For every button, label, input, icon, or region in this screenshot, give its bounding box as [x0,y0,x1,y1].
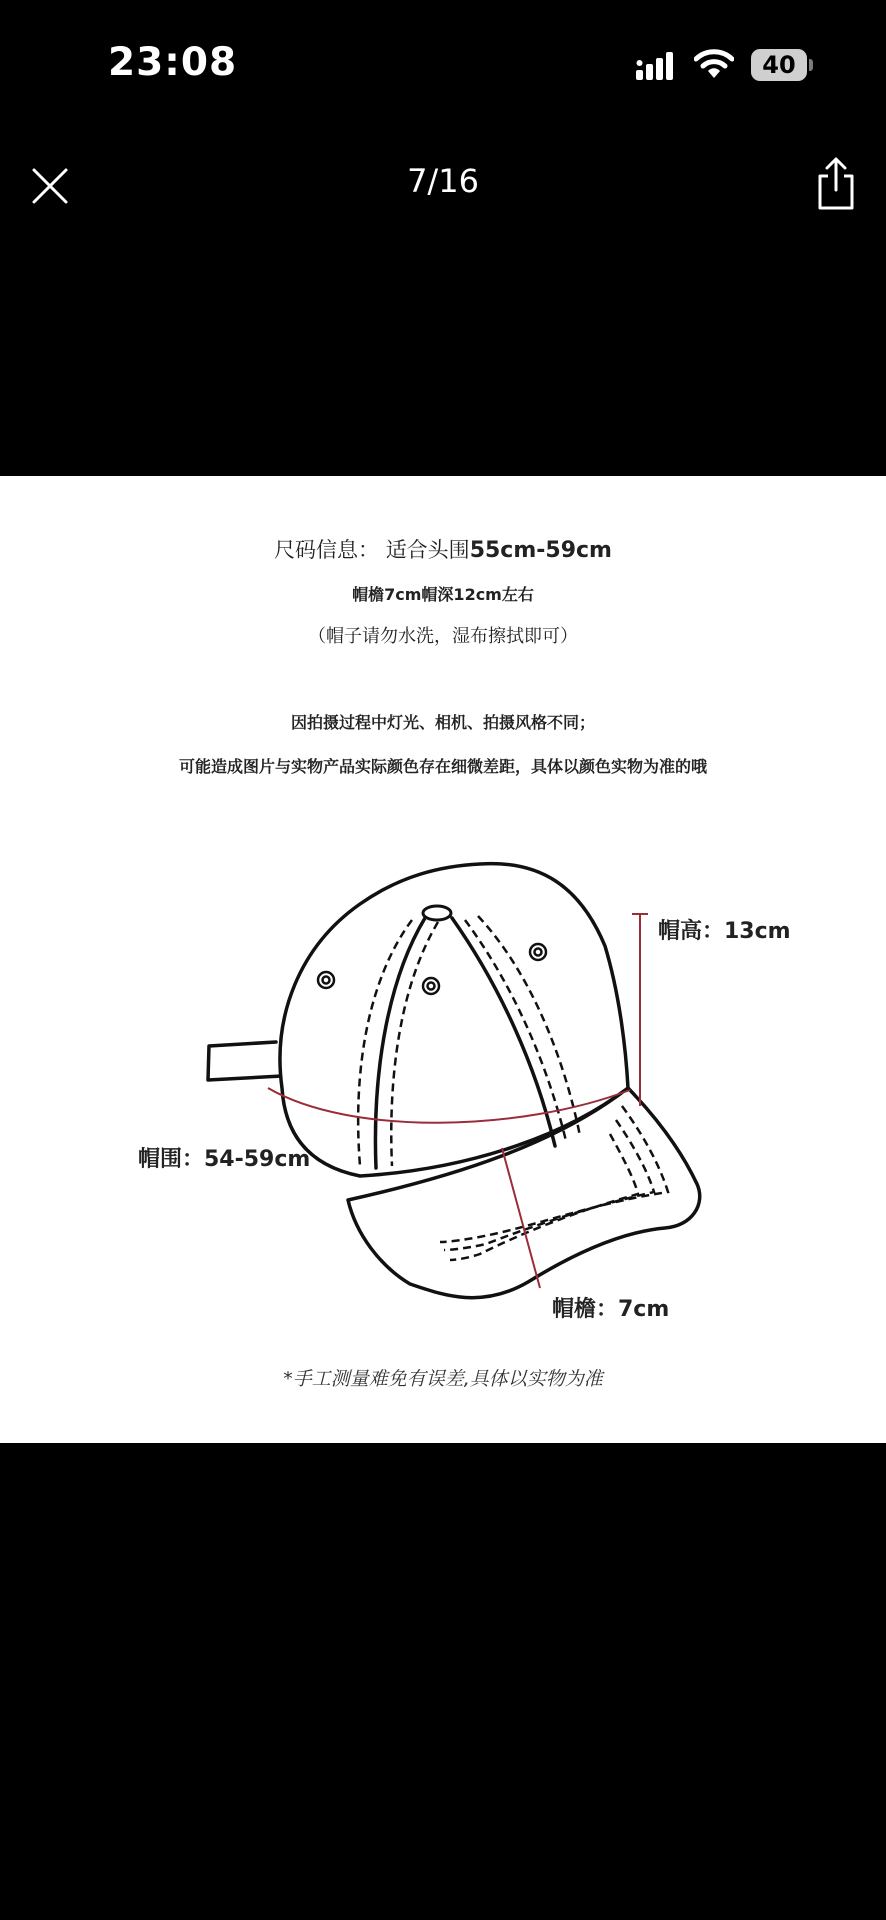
status-bar [0,0,886,120]
label-circumference: 帽围：54-59cm [138,1147,311,1172]
share-icon[interactable] [812,154,860,214]
close-icon[interactable] [28,164,72,208]
size-info-label: 尺码信息： [274,538,379,562]
cap-diagram [0,476,886,1443]
label-brim: 帽檐：7cm [552,1297,670,1322]
size-fit-value: 55cm-59cm [469,538,612,563]
measurement-footnote: *手工测量难免有误差,具体以实物为准 [283,1368,603,1390]
signal-icon [636,50,682,80]
care-note: （帽子请勿水洗，湿布擦拭即可） [308,626,578,647]
battery-nub [809,59,813,71]
viewer-nav-bar [0,140,886,230]
size-fit-text: 适合头围 [385,538,470,562]
dimensions-line: 帽檐7cm帽深12cm左右 [352,585,534,604]
label-height: 帽高：13cm [658,919,791,944]
image-counter: 7/16 [407,162,479,200]
disclaimer-line-2: 可能造成图片与实物产品实际颜色存在细微差距，具体以颜色实物为准的哦 [178,757,707,776]
status-time: 23:08 [108,40,238,85]
product-image[interactable] [0,476,886,1443]
disclaimer-line-1: 因拍摄过程中灯光、相机、拍摄风格不同； [290,713,595,732]
wifi-icon [694,48,734,80]
battery-icon [751,49,807,81]
battery-level: 40 [762,51,796,79]
